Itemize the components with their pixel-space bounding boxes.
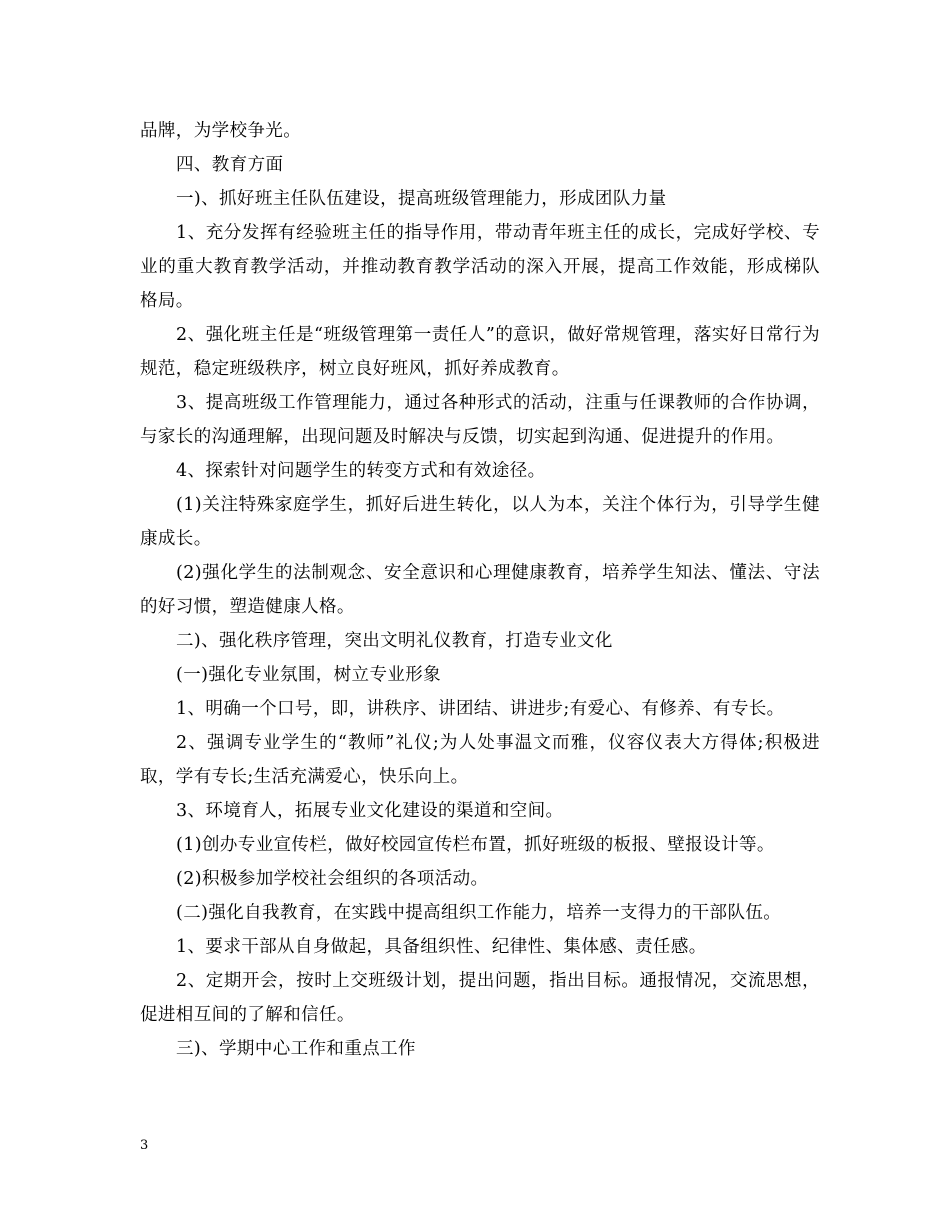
document-body (140, 114, 820, 1066)
paragraph: 3、提高班级工作管理能力，通过各种形式的活动，注重与任课教师的合作协调，与家长的沟通理解，出现问题及时解决与反馈，切实起到沟通、促进提升的作用。 (140, 393, 820, 447)
paragraph: 3、环境育人，拓展专业文化建设的渠道和空间。 (176, 801, 564, 821)
paragraph: (2)强化学生的法制观念、安全意识和心理健康教育，培养学生知法、懂法、守法的好习惯，塑造健康人格。 (140, 563, 820, 617)
paragraph: 1、明确一个口号，即，讲秩序、讲团结、讲进步;有爱心、有修养、有专长。 (176, 699, 785, 719)
paragraph: 4、探索针对问题学生的转变方式和有效途径。 (176, 461, 546, 481)
paragraph: 2、强调专业学生的“教师”礼仪;为人处事温文而雅，仪容仪表大方得体;积极进取，学有专长;生活充满爱心，快乐向上。 (140, 733, 820, 787)
section-heading: 四、教育方面 (176, 155, 284, 175)
page-number: 3 (140, 1138, 149, 1153)
paragraph: (1)创办专业宣传栏，做好校园宣传栏布置，抓好班级的板报、壁报设计等。 (176, 835, 775, 855)
paragraph: (一)强化专业氛围，树立专业形象 (176, 665, 442, 685)
paragraph: (2)积极参加学校社会组织的各项活动。 (176, 869, 489, 889)
paragraph: (1)关注特殊家庭学生，抓好后进生转化，以人为本，关注个体行为，引导学生健康成长。 (140, 495, 820, 549)
paragraph: 品牌，为学校争光。 (140, 121, 302, 141)
subsection-heading: 一)、抓好班主任队伍建设，提高班级管理能力，形成团队力量 (176, 189, 667, 209)
paragraph: 2、强化班主任是“班级管理第一责任人”的意识，做好常规管理，落实好日常行为规范，稳定班级秩序，树立良好班风，抓好养成教育。 (140, 325, 820, 379)
subsection-heading: 二)、强化秩序管理，突出文明礼仪教育，打造专业文化 (176, 631, 613, 651)
paragraph: 1、要求干部从自身做起，具备组织性、纪律性、集体感、责任感。 (176, 937, 707, 957)
paragraph: 1、充分发挥有经验班主任的指导作用，带动青年班主任的成长，完成好学校、专业的重大教育教学活动，并推动教育教学活动的深入开展，提高工作效能，形成梯队格局。 (140, 223, 820, 311)
subsection-heading: 三)、学期中心工作和重点工作 (176, 1039, 416, 1059)
paragraph: 2、定期开会，按时上交班级计划，提出问题，指出目标。通报情况，交流思想，促进相互间的了解和信任。 (140, 971, 820, 1025)
paragraph: (二)强化自我教育，在实践中提高组织工作能力，培养一支得力的干部队伍。 (176, 903, 782, 923)
